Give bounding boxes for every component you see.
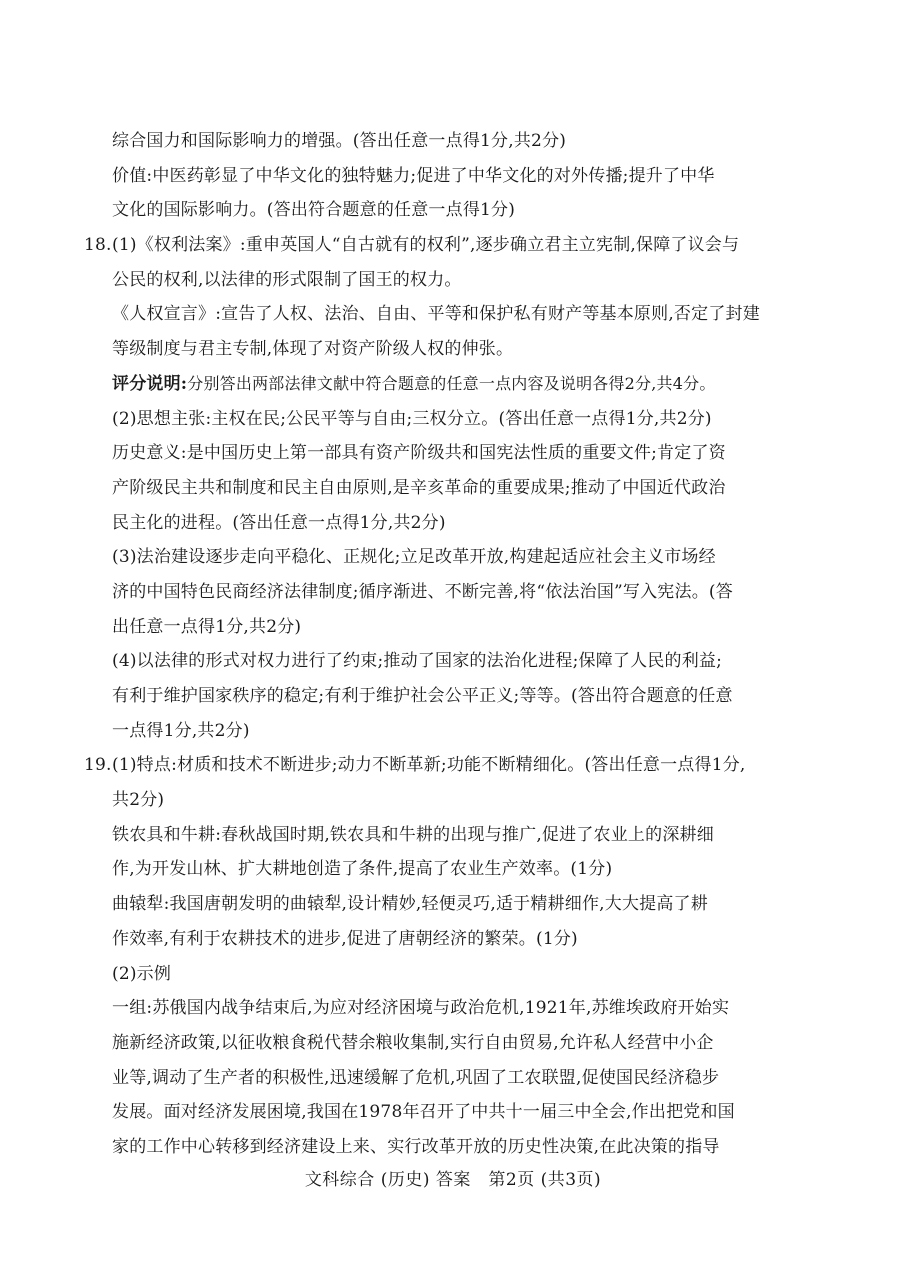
line-text: 作效率,有利于农耕技术的进步,促进了唐朝经济的繁荣。(1分)	[112, 928, 578, 949]
line-text: 铁农具和牛耕:春秋战国时期,铁农具和牛耕的出现与推广,促进了农业上的深耕细	[112, 824, 714, 845]
line-text: 业等,调动了生产者的积极性,迅速缓解了危机,巩固了工农联盟,促使国民经济稳步	[112, 1067, 720, 1088]
text-line	[84, 228, 792, 263]
line-text: 家的工作中心转移到经济建设上来、实行改革开放的历史性决策,在此决策的指导	[112, 1136, 720, 1157]
line-text: 等级制度与君主专制,体现了对资产阶级人权的伸张。	[112, 339, 514, 360]
line-text: 文化的国际影响力。(答出符合题意的任意一点得1分)	[112, 200, 516, 221]
line-text: 产阶级民主共和制度和民主自由原则,是辛亥革命的重要成果;推动了中国近代政治	[112, 477, 726, 498]
text-line	[112, 818, 792, 853]
line-text: 作,为开发山林、扩大耕地创造了条件,提高了农业生产效率。(1分)	[112, 859, 613, 880]
text-line	[112, 1026, 792, 1061]
text-line	[112, 610, 792, 645]
line-text: 公民的权利,以法律的形式限制了国王的权力。	[112, 269, 462, 290]
text-line	[84, 748, 792, 783]
text-line	[112, 124, 792, 159]
line-text: (2)示例	[112, 963, 172, 984]
scoring-note-label: 评分说明:	[112, 373, 188, 394]
page-footer: 文科综合 (历史) 答案 第2页 (共3页)	[304, 1170, 602, 1190]
line-text: (4)以法律的形式对权力进行了约束;推动了国家的法治化进程;保障了人民的利益;	[112, 651, 723, 672]
text-line	[112, 471, 792, 506]
text-line	[112, 957, 792, 992]
scoring-note-text: 分别答出两部法律文献中符合题意的任意一点内容及说明各得2分,共4分。	[187, 373, 716, 393]
line-text: 共2分)	[112, 790, 165, 811]
line-text: 济的中国特色民商经济法律制度;循序渐进、不断完善,将“依法治国”写入宪法。(答	[112, 581, 733, 602]
line-text: (1)特点:材质和技术不断进步;动力不断革新;功能不断精细化。(答出任意一点得1分,	[112, 755, 746, 776]
text-line	[112, 644, 792, 679]
text-line	[112, 332, 792, 367]
line-text: 施新经济政策,以征收粮食税代替余粮收集制,实行自由贸易,允许私人经营中小企	[112, 1032, 714, 1053]
text-line	[112, 436, 792, 471]
line-text: (1)《权利法案》:重申英国人“自古就有的权利”,逐步确立君主立宪制,保障了议会与	[112, 235, 740, 256]
line-text: 出任意一点得1分,共2分)	[112, 616, 302, 637]
text-line	[112, 852, 792, 887]
line-text: (3)法治建设逐步走向平稳化、正规化;立足改革开放,构建起适应社会主义市场经	[112, 547, 716, 568]
text-line	[112, 540, 792, 575]
text-line	[112, 887, 792, 922]
text-line	[112, 714, 792, 749]
line-text: 一点得1分,共2分)	[112, 720, 250, 741]
text-line	[112, 783, 792, 818]
text-line	[112, 193, 792, 228]
text-line	[112, 263, 792, 298]
line-text: 有利于维护国家秩序的稳定;有利于维护社会公平正义;等等。(答出符合题意的任意	[112, 686, 733, 706]
line-text: 曲辕犁:我国唐朝发明的曲辕犁,设计精妙,轻便灵巧,适于精耕细作,大大提高了耕	[112, 894, 708, 915]
text-line	[112, 922, 792, 957]
line-text: 历史意义:是中国历史上第一部具有资产阶级共和国宪法性质的重要文件;肯定了资	[112, 443, 726, 464]
answer-content	[84, 124, 792, 1165]
line-text: 价值:中医药彰显了中华文化的独特魅力;促进了中华文化的对外传播;提升了中华	[112, 165, 715, 186]
text-line	[112, 297, 792, 332]
question-number: 19.	[84, 755, 112, 776]
text-line	[112, 506, 792, 541]
text-line	[112, 1130, 792, 1165]
line-text: 一组:苏俄国内战争结束后,为应对经济困境与政治危机,1921年,苏维埃政府开始实	[112, 998, 730, 1019]
line-text: 综合国力和国际影响力的增强。(答出任意一点得1分,共2分)	[112, 131, 567, 151]
question-number: 18.	[84, 235, 112, 256]
text-line	[112, 1061, 792, 1096]
line-text: 发展。面对经济发展困境,我国在1978年召开了中共十一届三中全会,作出把党和国	[112, 1102, 735, 1123]
text-line	[112, 991, 792, 1026]
text-line	[112, 1095, 792, 1130]
text-line	[112, 575, 792, 610]
text-line	[112, 402, 792, 437]
line-text: 民主化的进程。(答出任意一点得1分,共2分)	[112, 512, 446, 533]
text-line	[112, 679, 792, 714]
line-text: (2)思想主张:主权在民;公民平等与自由;三权分立。(答出任意一点得1分,共2分)	[112, 408, 712, 429]
text-line	[112, 159, 792, 194]
line-text: 《人权宣言》:宣告了人权、法治、自由、平等和保护私有财产等基本原则,否定了封建	[112, 304, 760, 325]
text-line	[112, 367, 792, 402]
